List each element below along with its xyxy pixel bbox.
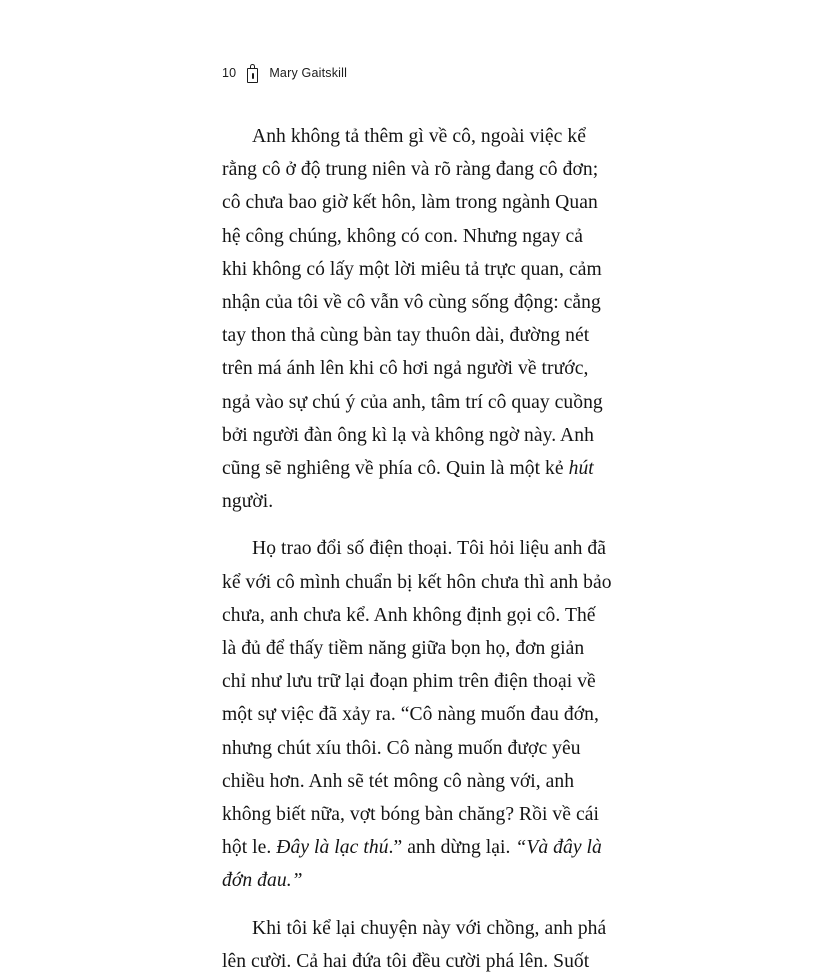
emphasis-text: “Và đây là đớn đau.” (222, 837, 602, 892)
page-text-block (222, 60, 612, 978)
paragraph (222, 120, 612, 518)
text-run: người. (222, 491, 274, 513)
paragraph (222, 912, 612, 978)
text-run: Anh không tả thêm gì về cô, ngoài việc kể rằng cô ở độ trung niên và rõ ràng đang cô đơn; cô chưa bao giờ kết hôn, làm trong ngành Quan hệ công chúng, không có con. Nhưng ngay cả khi không có lấy một lời miêu tả trực quan, cảm nhận của tôi về cô vẫn vô cùng sống động: cẳng tay thon thả cùng bàn tay thuôn dài, đường nét trên má ánh lên khi cô hơi ngả người về trước, ngả vào sự chú ý của anh, tâm trí cô quay cuồng bởi người đàn ông kì lạ và không ngờ này. Anh cũng sẽ nghiêng về phía cô. Quin là một kẻ (222, 126, 603, 480)
running-head (222, 60, 612, 86)
emphasis-text: hút (568, 458, 594, 480)
text-run: Khi tôi kể lại chuyện này với chồng, anh phá lên cười. Cả hai đứa tôi đều cười phá lên. Suốt (222, 917, 607, 972)
body-text (222, 120, 612, 978)
text-run: .” anh dừng lại. (388, 837, 516, 859)
emphasis-text: Đây là lạc thú (276, 837, 389, 859)
page-number: 10 (222, 65, 237, 80)
running-head-author: Mary Gaitskill (269, 65, 348, 80)
paragraph (222, 532, 612, 897)
text-run: Họ trao đổi số điện thoại. Tôi hỏi liệu anh đã kể với cô mình chuẩn bị kết hôn chưa thì anh bảo chưa, anh chưa kể. Anh không định gọi cô. Thế là đủ để thấy tiềm năng giữa bọn họ, đơn giản chỉ như lưu trữ lại đoạn phim trên điện thoại về một sự việc đã xảy ra. “Cô nàng muốn đau đớn, nhưng chút xíu thôi. Cô nàng muốn được yêu chiều hơn. Anh sẽ tét mông cô nàng với, anh không biết nữa, vợt bóng bàn chăng? Rồi về cái hột le. (222, 538, 612, 859)
book-publisher-mark-icon (246, 64, 259, 83)
